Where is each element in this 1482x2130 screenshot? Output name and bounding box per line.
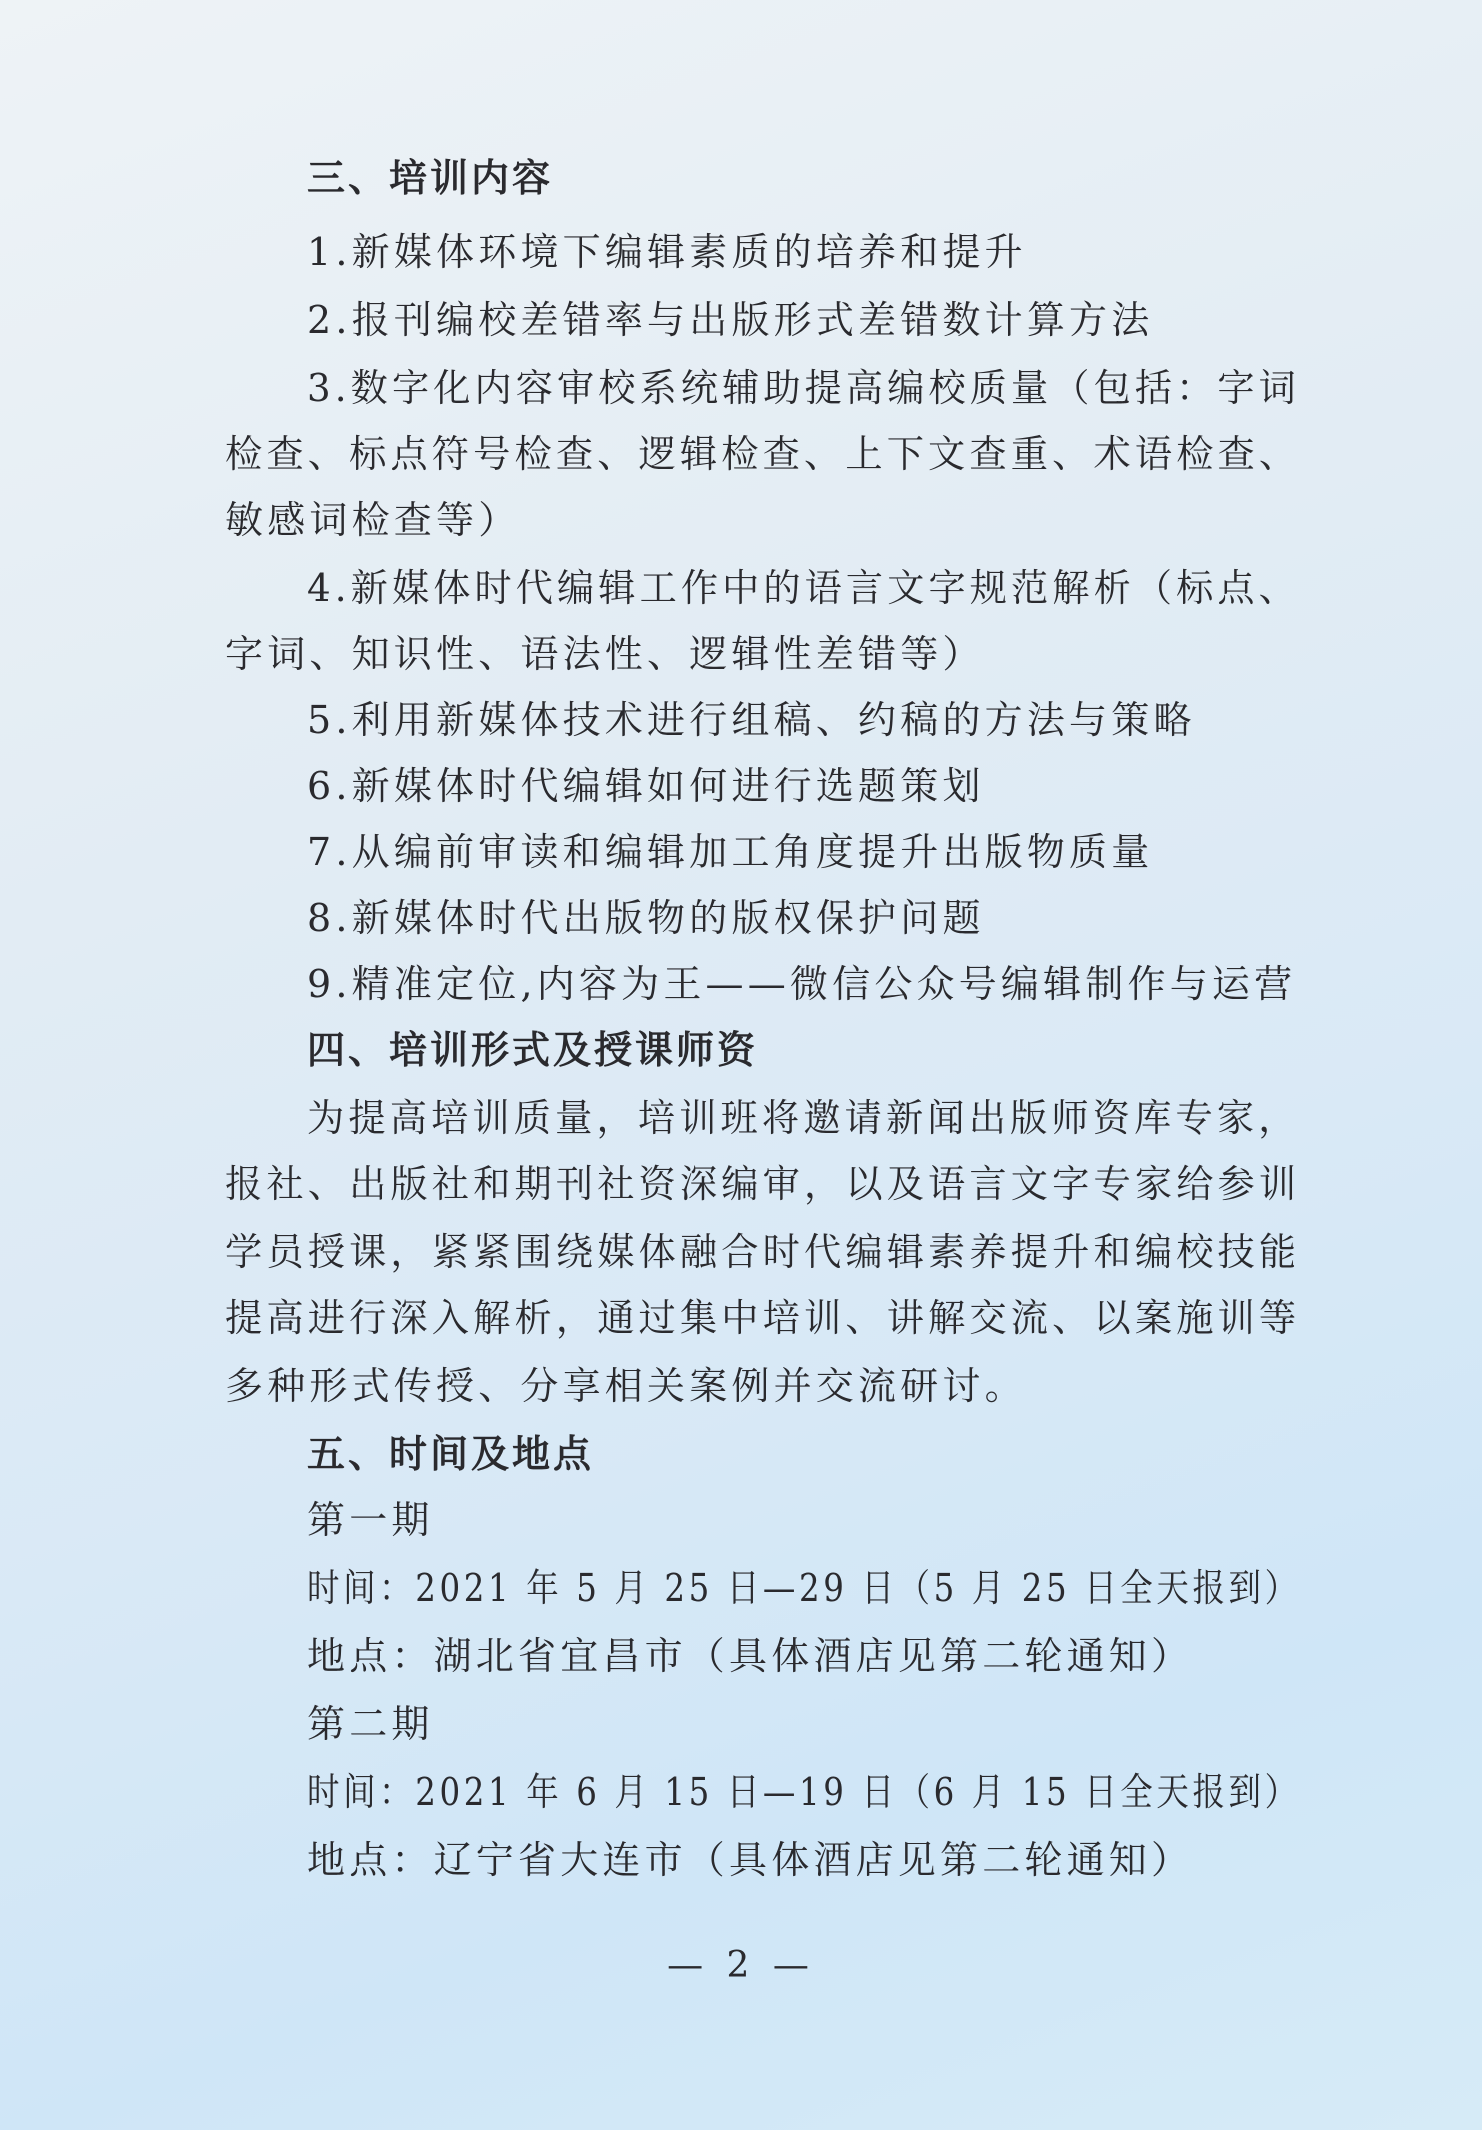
page-number: — 2 — xyxy=(667,1945,815,1986)
section-heading-training-format: 四、培训形式及授课师资 xyxy=(307,1028,759,1072)
paragraph-line: 学员授课，紧紧围绕媒体融合时代编辑素养提升和编校技能 xyxy=(225,1230,1301,1274)
paragraph-line: 为提高培训质量，培训班将邀请新闻出版师资库专家， xyxy=(307,1096,1300,1140)
list-item: 3.数字化内容审校系统辅助提高编校质量（包括：字词 xyxy=(307,366,1300,410)
list-item: 2.报刊编校差错率与出版形式差错数计算方法 xyxy=(307,298,1154,342)
period-time: 时间：2021 年 6 月 15 日—19 日（6 月 15 日全天报到） xyxy=(307,1770,1301,1814)
paragraph-line: 报社、出版社和期刊社资深编审，以及语言文字专家给参训 xyxy=(225,1162,1301,1206)
period-label: 第一期 xyxy=(307,1498,434,1542)
period-label: 第二期 xyxy=(307,1702,434,1746)
list-item-continuation: 字词、知识性、语法性、逻辑性差错等） xyxy=(225,632,985,676)
period-place: 地点：湖北省宜昌市（具体酒店见第二轮通知） xyxy=(307,1634,1194,1678)
period-place: 地点：辽宁省大连市（具体酒店见第二轮通知） xyxy=(307,1838,1194,1882)
paragraph-line: 提高进行深入解析，通过集中培训、讲解交流、以案施训等 xyxy=(225,1296,1301,1340)
list-item-continuation: 敏感词检查等） xyxy=(225,498,521,542)
list-item: 5.利用新媒体技术进行组稿、约稿的方法与策略 xyxy=(307,698,1196,742)
list-item: 8.新媒体时代出版物的版权保护问题 xyxy=(307,896,985,940)
list-item: 6.新媒体时代编辑如何进行选题策划 xyxy=(307,764,985,808)
list-item: 7.从编前审读和编辑加工角度提升出版物质量 xyxy=(307,830,1154,874)
paragraph-line: 多种形式传授、分享相关案例并交流研讨。 xyxy=(225,1364,1027,1408)
section-heading-time-place: 五、时间及地点 xyxy=(307,1432,595,1476)
list-item: 9.精准定位,内容为王——微信公众号编辑制作与运营 xyxy=(307,962,1297,1006)
list-item: 4.新媒体时代编辑工作中的语言文字规范解析（标点、 xyxy=(307,566,1300,610)
list-item: 1.新媒体环境下编辑素质的培养和提升 xyxy=(307,230,1027,274)
list-item-continuation: 检查、标点符号检查、逻辑检查、上下文查重、术语检查、 xyxy=(225,432,1301,476)
section-heading-training-content: 三、培训内容 xyxy=(307,156,554,200)
period-time: 时间：2021 年 5 月 25 日—29 日（5 月 25 日全天报到） xyxy=(307,1566,1301,1610)
